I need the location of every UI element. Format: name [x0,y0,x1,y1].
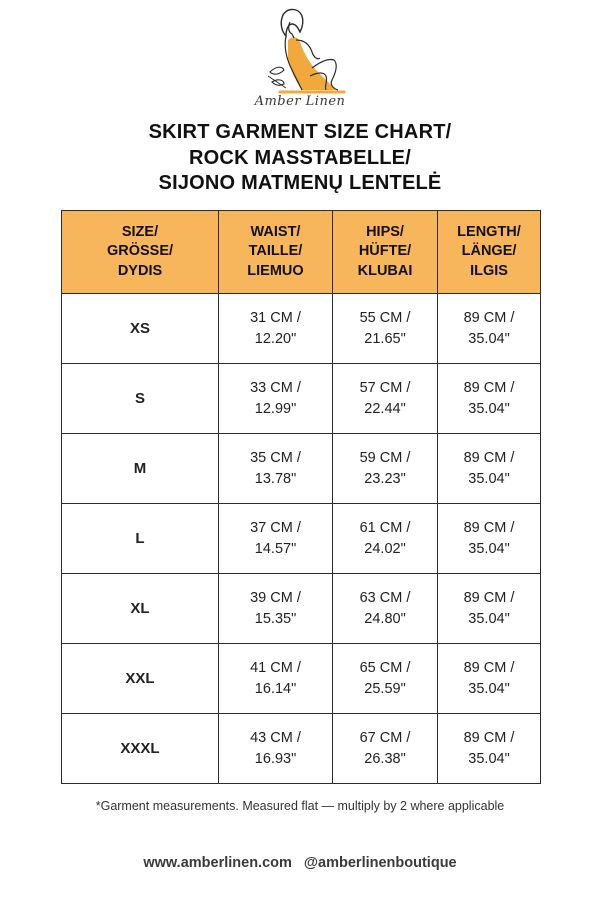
table-row [62,574,541,644]
table-header-row [62,211,541,294]
brand-logo [0,6,600,109]
contact-footer [0,855,600,871]
length-cell: 89 CM / 35.04" [438,504,541,574]
brand-name: Amber Linen [254,94,346,109]
hips-cell: 57 CM / 22.44" [333,364,438,434]
size-cell: M [62,434,219,504]
title-line-2: ROCK MASSTABELLE/ [189,146,411,169]
table-row [62,714,541,784]
title-line-3: SIJONO MATMENŲ LENTELĖ [158,172,442,194]
size-cell: XL [62,574,219,644]
length-cell: 89 CM / 35.04" [438,644,541,714]
size-cell: L [62,504,219,574]
length-cell: 89 CM / 35.04" [438,434,541,504]
waist-cell: 33 CM / 12.99" [219,364,333,434]
table-row [62,644,541,714]
header-hips: HIPS/ HÜFTE/ KLUBAI [333,211,438,294]
waist-cell: 31 CM / 12.20" [219,294,333,364]
size-cell: XXL [62,644,219,714]
size-chart-table [61,210,541,784]
woman-figure-icon [240,6,360,98]
waist-cell: 43 CM / 16.93" [219,714,333,784]
hips-cell: 63 CM / 24.80" [333,574,438,644]
hips-cell: 65 CM / 25.59" [333,644,438,714]
size-cell: XS [62,294,219,364]
size-cell: S [62,364,219,434]
waist-cell: 35 CM / 13.78" [219,434,333,504]
page-title [0,120,600,197]
waist-cell: 39 CM / 15.35" [219,574,333,644]
table-row [62,294,541,364]
length-cell: 89 CM / 35.04" [438,574,541,644]
header-waist: WAIST/ TAILLE/ LIEMUO [219,211,333,294]
social-handle-link[interactable]: @amberlinenboutique [303,855,457,871]
table-row [62,504,541,574]
website-link[interactable]: www.amberlinen.com [143,855,292,871]
size-cell: XXXL [62,714,219,784]
length-cell: 89 CM / 35.04" [438,714,541,784]
hips-cell: 59 CM / 23.23" [333,434,438,504]
title-line-1: SKIRT GARMENT SIZE CHART/ [148,121,452,143]
measurement-footnote: *Garment measurements. Measured flat — multiply by 2 where applicable [95,799,505,813]
hips-cell: 55 CM / 21.65" [333,294,438,364]
hips-cell: 67 CM / 26.38" [333,714,438,784]
table-row [62,364,541,434]
table-row [62,434,541,504]
hips-cell: 61 CM / 24.02" [333,504,438,574]
header-length: LENGTH/ LÄNGE/ ILGIS [438,211,541,294]
length-cell: 89 CM / 35.04" [438,364,541,434]
length-cell: 89 CM / 35.04" [438,294,541,364]
header-size: SIZE/ GRÖSSE/ DYDIS [62,211,219,294]
waist-cell: 41 CM / 16.14" [219,644,333,714]
waist-cell: 37 CM / 14.57" [219,504,333,574]
